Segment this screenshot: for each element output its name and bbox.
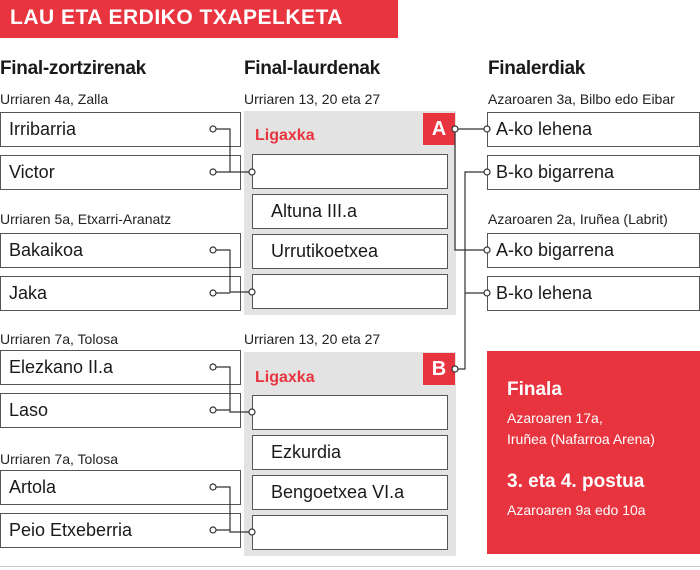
semi-heading: Finalerdiak bbox=[488, 58, 586, 79]
semi-slot-a-second: A-ko bigarrena bbox=[487, 233, 700, 268]
connector-group-b bbox=[455, 172, 487, 369]
connector-dot bbox=[452, 366, 458, 372]
connector-dot bbox=[210, 290, 216, 296]
player-box-peio-etxeberria: Peio Etxeberria bbox=[0, 513, 241, 548]
quarter-heading: Final-laurdenak bbox=[244, 58, 380, 79]
connector-r16-3 bbox=[213, 367, 252, 412]
group-b-slot-3: Bengoetxea VI.a bbox=[252, 475, 448, 510]
player-box-jaka: Jaka bbox=[0, 276, 241, 311]
player-box-irribarria: Irribarria bbox=[0, 112, 241, 147]
final-venue: Iruñea (Nafarroa Arena) bbox=[507, 431, 655, 447]
connector-dot bbox=[484, 169, 490, 175]
connector-dot bbox=[210, 484, 216, 490]
semi-date-1: Azaroaren 3a, Bilbo edo Eibar bbox=[488, 91, 675, 107]
round16-heading: Final-zortzirenak bbox=[0, 58, 146, 79]
connector-dot bbox=[210, 126, 216, 132]
group-b-tag: B bbox=[423, 353, 455, 385]
final-date: Azaroaren 17a, bbox=[507, 410, 603, 426]
semi-slot-a-first: A-ko lehena bbox=[487, 112, 700, 147]
group-b-slot-2: Ezkurdia bbox=[252, 435, 448, 470]
group-a-slot-2: Altuna III.a bbox=[252, 194, 448, 229]
connector-dot bbox=[210, 364, 216, 370]
connector-dot bbox=[210, 527, 216, 533]
player-box-elezkano: Elezkano II.a bbox=[0, 350, 241, 385]
connector-dot bbox=[210, 169, 216, 175]
third-place-title: 3. eta 4. postua bbox=[507, 471, 645, 492]
connector-dot bbox=[249, 409, 255, 415]
semi-slot-b-second: B-ko bigarrena bbox=[487, 155, 700, 190]
connector-dot bbox=[484, 247, 490, 253]
connector-dot bbox=[452, 126, 458, 132]
bottom-divider bbox=[0, 566, 700, 567]
group-a-date: Urriaren 13, 20 eta 27 bbox=[244, 91, 381, 107]
connector-dot bbox=[249, 529, 255, 535]
connector-dot bbox=[484, 126, 490, 132]
player-box-bakaikoa: Bakaikoa bbox=[0, 233, 241, 268]
group-a-label: Ligaxka bbox=[255, 127, 315, 144]
group-b-date: Urriaren 13, 20 eta 27 bbox=[244, 331, 381, 347]
connector-group-a-2 bbox=[455, 129, 487, 250]
group-a-tag: A bbox=[423, 113, 455, 145]
connector-dot bbox=[210, 247, 216, 253]
player-box-artola: Artola bbox=[0, 470, 241, 505]
connector-r16-2 bbox=[213, 250, 252, 292]
semi-slot-b-first: B-ko lehena bbox=[487, 276, 700, 311]
group-a-slot-3: Urrutikoetxea bbox=[252, 234, 448, 269]
connector-dot bbox=[210, 407, 216, 413]
connector-dot bbox=[484, 290, 490, 296]
connector-dot bbox=[249, 289, 255, 295]
round16-date-1: Urriaren 4a, Zalla bbox=[0, 91, 109, 107]
page-title: LAU ETA ERDIKO TXAPELKETA bbox=[10, 6, 343, 29]
player-box-victor: Victor bbox=[0, 155, 241, 190]
player-box-laso: Laso bbox=[0, 393, 241, 428]
round16-date-3: Urriaren 7a, Tolosa bbox=[0, 331, 119, 347]
round16-date-4: Urriaren 7a, Tolosa bbox=[0, 451, 119, 467]
third-place-date: Azaroaren 9a edo 10a bbox=[507, 502, 646, 518]
final-title: Finala bbox=[507, 379, 562, 400]
group-b-label: Ligaxka bbox=[255, 369, 315, 386]
connector-r16-4 bbox=[213, 487, 252, 532]
connector-dot bbox=[249, 169, 255, 175]
connector-r16-1 bbox=[213, 129, 252, 172]
semi-date-2: Azaroaren 2a, Iruñea (Labrit) bbox=[488, 211, 668, 227]
round16-date-2: Urriaren 5a, Etxarri-Aranatz bbox=[0, 211, 172, 227]
